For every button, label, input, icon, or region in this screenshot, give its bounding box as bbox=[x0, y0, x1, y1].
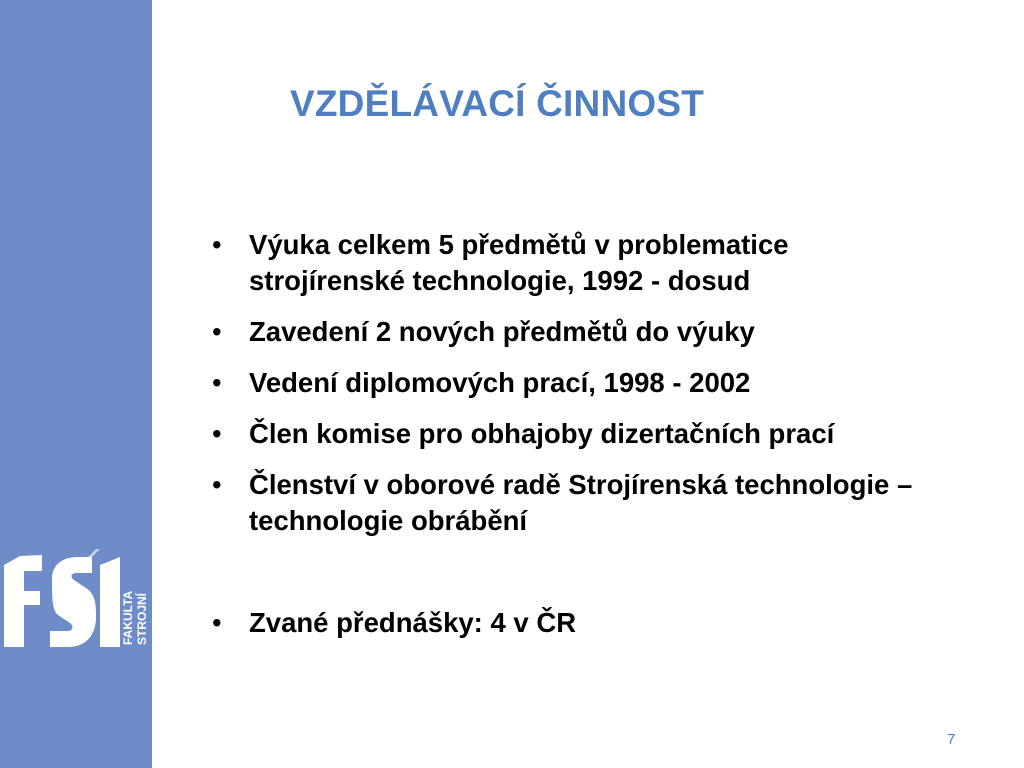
bullet-list bbox=[212, 227, 952, 641]
logo-line-fakulta: FAKULTA bbox=[121, 590, 135, 645]
bullet-item: • Členství v oborové radě Strojírenská technologie – technologie obrábění bbox=[212, 467, 952, 539]
logo-line-strojni: STROJNÍ bbox=[135, 592, 149, 645]
page-number: 7 bbox=[947, 731, 956, 748]
slide-title: VZDĚLÁVACÍ ČINNOST bbox=[290, 83, 705, 124]
bullet-item: • Zvané přednášky: 4 v ČR bbox=[212, 605, 952, 641]
bullet-item: • Zavedení 2 nových předmětů do výuky bbox=[212, 314, 952, 350]
bullet-item: • Vedení diplomových prací, 1998 - 2002 bbox=[212, 365, 952, 401]
bullet-item: • Člen komise pro obhajoby dizertačních prací bbox=[212, 416, 952, 452]
bullet-item: • Výuka celkem 5 předmětů v problematice strojírenské technologie, 1992 - dosud bbox=[212, 227, 952, 299]
fakulta-strojni-wordmark bbox=[118, 567, 150, 647]
